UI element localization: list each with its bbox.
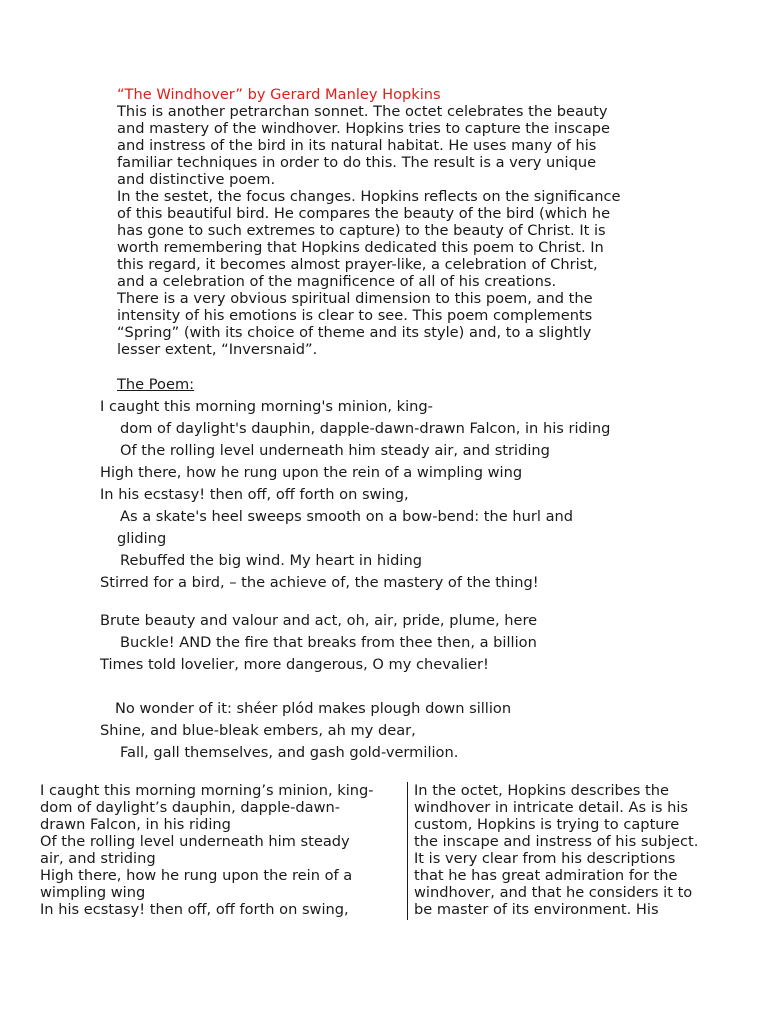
- poem-line: Shine, and blue-bleak embers, ah my dear,: [100, 722, 416, 739]
- intro-line: familiar techniques in order to do this. The result is a very unique: [117, 154, 597, 171]
- commentary-line: the inscape and instress of his subject.: [414, 833, 699, 850]
- intro-line: worth remembering that Hopkins dedicated this poem to Christ. In: [117, 239, 604, 256]
- commentary-line: windhover, and that he considers it to: [414, 884, 693, 901]
- intro-section: [117, 86, 677, 358]
- poem-line: gliding: [117, 530, 167, 547]
- intro-line: There is a very obvious spiritual dimension to this poem, and the: [117, 290, 593, 307]
- poem-line: In his ecstasy! then off, off forth on swing,: [100, 486, 409, 503]
- poem-line: Fall, gall themselves, and gash gold-vermilion.: [120, 744, 459, 761]
- poem-line: Buckle! AND the fire that breaks from thee then, a billion: [120, 634, 537, 651]
- poem-line: As a skate's heel sweeps smooth on a bow-bend: the hurl and: [120, 508, 574, 525]
- intro-line: and mastery of the windhover. Hopkins tries to capture the inscape: [117, 120, 611, 137]
- quoted-line: drawn Falcon, in his riding: [40, 816, 231, 833]
- quoted-line: Of the rolling level underneath him steady: [40, 833, 350, 850]
- commentary-line: that he has great admiration for the: [414, 867, 678, 884]
- intro-line: lesser extent, “Inversnaid”.: [117, 341, 318, 358]
- commentary-line: windhover in intricate detail. As is his: [414, 799, 688, 816]
- quoted-line: wimpling wing: [40, 884, 146, 901]
- poem-heading: The Poem:: [117, 376, 195, 393]
- commentary-table: [40, 782, 740, 922]
- intro-line: This is another petrarchan sonnet. The octet celebrates the beauty: [117, 103, 608, 120]
- poem-line: High there, how he rung upon the rein of a wimpling wing: [100, 464, 523, 481]
- intro-line: and instress of the bird in its natural habitat. He uses many of his: [117, 137, 597, 154]
- commentary-column: [414, 782, 734, 918]
- poem-line: Rebuffed the big wind. My heart in hiding: [120, 552, 422, 569]
- quoted-line: dom of daylight’s dauphin, dapple-dawn-: [40, 799, 341, 816]
- intro-line: and distinctive poem.: [117, 171, 276, 188]
- intro-line: has gone to such extremes to capture) to the beauty of Christ. It is: [117, 222, 606, 239]
- document-title: “The Windhover” by Gerard Manley Hopkins: [117, 86, 441, 103]
- poem-line: Of the rolling level underneath him steady air, and striding: [120, 442, 550, 459]
- poem-line: dom of daylight's dauphin, dapple-dawn-drawn Falcon, in his riding: [120, 420, 611, 437]
- poem-line: Times told lovelier, more dangerous, O my chevalier!: [100, 656, 489, 673]
- poem-line: Stirred for a bird, – the achieve of, the mastery of the thing!: [100, 574, 539, 591]
- poem-line: I caught this morning morning's minion, king-: [100, 398, 433, 415]
- commentary-line: be master of its environment. His: [414, 901, 659, 918]
- quoted-lines-column: [40, 782, 400, 918]
- commentary-line: In the octet, Hopkins describes the: [414, 782, 669, 799]
- intro-line: and a celebration of the magnificence of all of his creations.: [117, 273, 557, 290]
- poem-line: Brute beauty and valour and act, oh, air, pride, plume, here: [100, 612, 538, 629]
- quoted-line: I caught this morning morning’s minion, king-: [40, 782, 374, 799]
- intro-line: intensity of his emotions is clear to see. This poem complements: [117, 307, 593, 324]
- quoted-line: High there, how he rung upon the rein of a: [40, 867, 353, 884]
- commentary-line: It is very clear from his descriptions: [414, 850, 676, 867]
- intro-line: In the sestet, the focus changes. Hopkins reflects on the significance: [117, 188, 621, 205]
- commentary-line: custom, Hopkins is trying to capture: [414, 816, 680, 833]
- intro-line: “Spring” (with its choice of theme and its style) and, to a slightly: [117, 324, 592, 341]
- intro-line: of this beautiful bird. He compares the beauty of the bird (which he: [117, 205, 611, 222]
- quoted-line: air, and striding: [40, 850, 156, 867]
- poem-line: No wonder of it: shéer plód makes plough down sillion: [115, 700, 512, 717]
- intro-line: this regard, it becomes almost prayer-like, a celebration of Christ,: [117, 256, 598, 273]
- quoted-line: In his ecstasy! then off, off forth on swing,: [40, 901, 349, 918]
- column-divider: [407, 782, 408, 920]
